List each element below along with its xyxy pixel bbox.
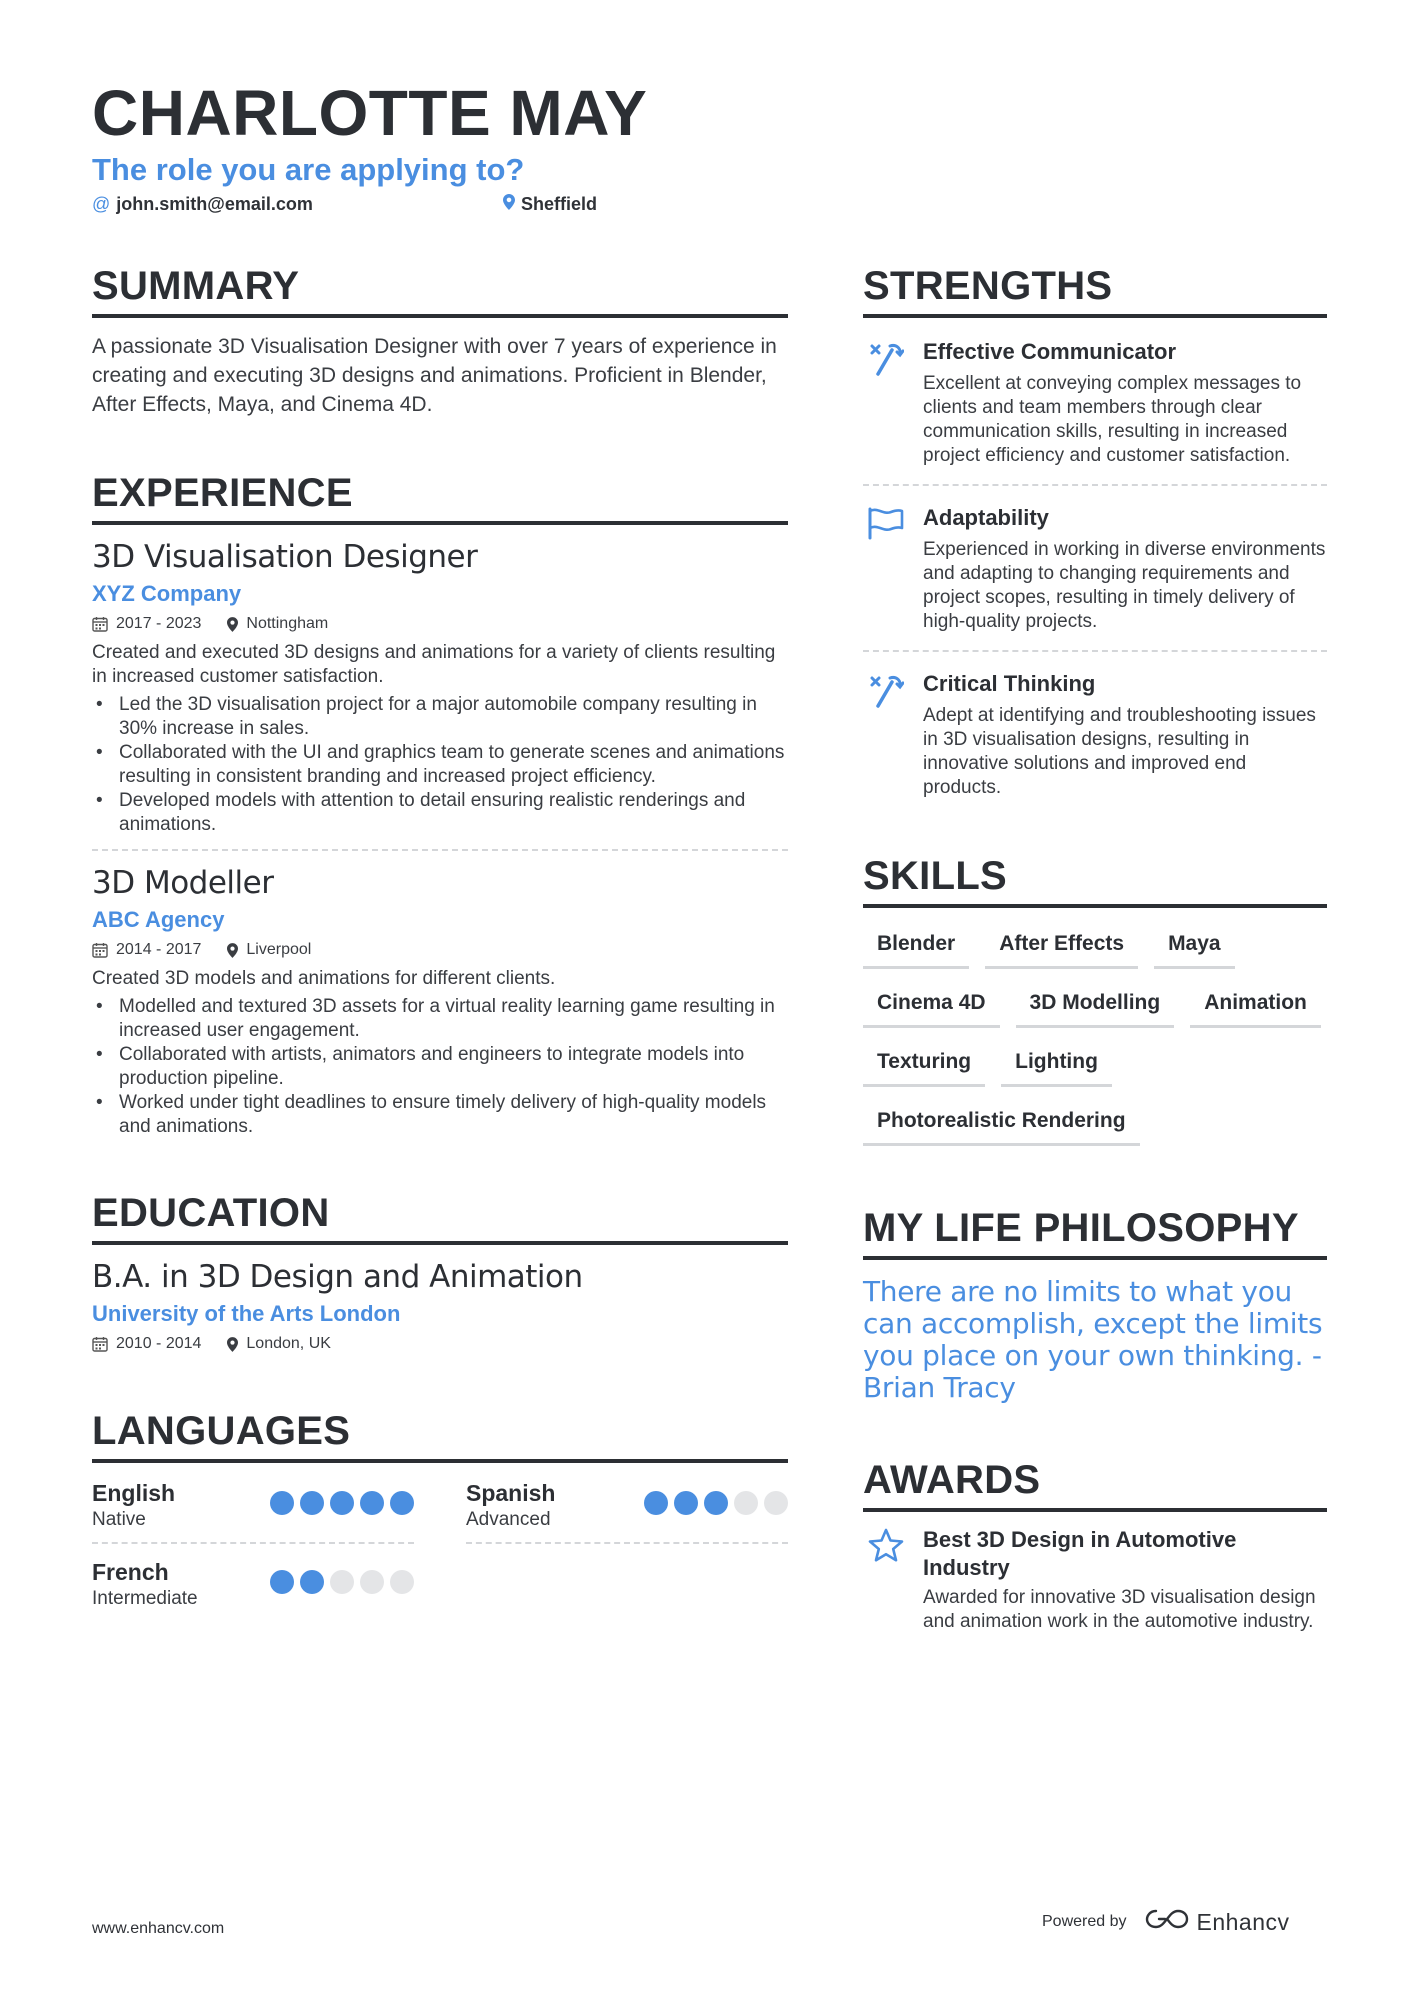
powered-by-label: Powered by bbox=[1042, 1913, 1127, 1930]
job-bullet: • Collaborated with artists, animators and engineers to integrate models into production pipeline. bbox=[92, 1043, 788, 1091]
philosophy-quote: There are no limits to what you can accomplish, except the limits you place on your own thinking. - Brian Tracy bbox=[863, 1275, 1323, 1404]
job-bullet: • Collaborated with the UI and graphics team to generate scenes and animations resulting in consistent branding and increased project efficiency. bbox=[92, 741, 788, 789]
experience-section bbox=[92, 469, 788, 1139]
job-description: Created and executed 3D designs and animations for a variety of clients resulting in increased customer satisfaction. bbox=[92, 642, 776, 687]
strength-description: Adept at identifying and troubleshooting issues in 3D visualisation designs, resulting in innovative solutions and improved end products. bbox=[923, 705, 1316, 798]
skill-tag: Lighting bbox=[1001, 1048, 1112, 1087]
job-bullets bbox=[92, 693, 788, 837]
strengths-section bbox=[863, 262, 1327, 816]
awards-section bbox=[863, 1456, 1327, 1650]
language-rating bbox=[270, 1491, 414, 1515]
target-role: The role you are applying to? bbox=[92, 152, 525, 187]
rating-dot-filled bbox=[360, 1491, 384, 1515]
rating-dot-empty bbox=[360, 1570, 384, 1594]
calendar-icon bbox=[92, 942, 108, 958]
education-dates: 2010 - 2014 bbox=[92, 1333, 201, 1355]
job-title: 3D Modeller bbox=[92, 865, 274, 901]
awards-title: AWARDS bbox=[863, 1456, 1327, 1512]
rating-dot-filled bbox=[330, 1491, 354, 1515]
rating-dot-filled bbox=[674, 1491, 698, 1515]
job-bullet: • Modelled and textured 3D assets for a virtual reality learning game resulting in increased user engagement. bbox=[92, 995, 788, 1043]
job-location: Nottingham bbox=[227, 613, 328, 635]
flag-icon bbox=[863, 504, 909, 550]
rating-dot-filled bbox=[644, 1491, 668, 1515]
entry-divider bbox=[92, 849, 788, 851]
summary-text: A passionate 3D Visualisation Designer with over 7 years of experience in creating and executing 3D designs and animations. Proficient in Blender, After Effects, Maya, and Cinema 4D. bbox=[92, 335, 777, 416]
skills-section bbox=[863, 852, 1327, 1146]
philosophy-title: MY LIFE PHILOSOPHY bbox=[863, 1204, 1327, 1260]
email-contact[interactable] bbox=[92, 194, 313, 215]
rating-dot-empty bbox=[734, 1491, 758, 1515]
strength-title: Adaptability bbox=[923, 505, 1049, 530]
language-level: Native bbox=[92, 1509, 146, 1530]
skill-tag: Animation bbox=[1190, 989, 1321, 1028]
at-icon: @ bbox=[92, 194, 111, 214]
language-rating bbox=[270, 1570, 414, 1594]
magic-wand-icon bbox=[863, 338, 909, 384]
skill-tag: 3D Modelling bbox=[1016, 989, 1175, 1028]
footer-branding bbox=[1042, 1908, 1290, 1936]
strength-item bbox=[863, 318, 1327, 484]
skill-tag: Photorealistic Rendering bbox=[863, 1107, 1140, 1146]
skills-list bbox=[863, 930, 1327, 1146]
rating-dot-empty bbox=[764, 1491, 788, 1515]
location-pin-icon bbox=[503, 194, 515, 215]
location-pin-icon bbox=[227, 1337, 238, 1352]
language-name: Spanish bbox=[466, 1480, 556, 1506]
rating-dot-empty bbox=[330, 1570, 354, 1594]
rating-dot-filled bbox=[270, 1491, 294, 1515]
right-column bbox=[863, 262, 1327, 1650]
language-item bbox=[92, 1479, 414, 1544]
skill-tag: Blender bbox=[863, 930, 969, 969]
location-text: Sheffield bbox=[521, 194, 598, 214]
job-bullets bbox=[92, 995, 788, 1139]
skills-title: SKILLS bbox=[863, 852, 1327, 908]
email-text: john.smith@email.com bbox=[116, 194, 313, 214]
language-rating bbox=[644, 1491, 788, 1515]
education-meta bbox=[92, 1333, 788, 1355]
rating-dot-filled bbox=[704, 1491, 728, 1515]
education-section bbox=[92, 1189, 788, 1355]
job-entry bbox=[92, 863, 788, 1139]
strength-title: Effective Communicator bbox=[923, 339, 1177, 364]
enhancv-logo-text: Enhancv bbox=[1196, 1908, 1290, 1935]
language-level: Intermediate bbox=[92, 1588, 198, 1609]
job-bullet: • Worked under tight deadlines to ensure timely delivery of high-quality models and animations. bbox=[92, 1091, 788, 1139]
education-location: London, UK bbox=[227, 1333, 331, 1355]
skill-tag: Texturing bbox=[863, 1048, 985, 1087]
skill-tag: Cinema 4D bbox=[863, 989, 1000, 1028]
job-company: XYZ Company bbox=[92, 581, 242, 606]
location-pin-icon bbox=[227, 943, 238, 958]
language-level: Advanced bbox=[466, 1509, 551, 1530]
languages-section bbox=[92, 1407, 788, 1635]
skill-tag: Maya bbox=[1154, 930, 1235, 969]
language-item bbox=[466, 1479, 788, 1544]
job-dates: 2014 - 2017 bbox=[92, 939, 201, 961]
job-meta bbox=[92, 939, 788, 961]
job-bullet: • Developed models with attention to detail ensuring realistic renderings and animations. bbox=[92, 789, 788, 837]
strength-title: Critical Thinking bbox=[923, 671, 1096, 696]
strength-item bbox=[863, 652, 1327, 816]
award-item bbox=[863, 1512, 1327, 1650]
summary-section bbox=[92, 262, 788, 419]
job-company: ABC Agency bbox=[92, 907, 225, 932]
enhancv-logo[interactable] bbox=[1145, 1908, 1290, 1936]
rating-dot-filled bbox=[300, 1491, 324, 1515]
magic-wand-icon bbox=[863, 670, 909, 716]
language-name: French bbox=[92, 1559, 169, 1585]
rating-dot-filled bbox=[270, 1570, 294, 1594]
calendar-icon bbox=[92, 1336, 108, 1352]
rating-dot-empty bbox=[390, 1570, 414, 1594]
footer-website[interactable]: www.enhancv.com bbox=[92, 1920, 225, 1937]
language-name: English bbox=[92, 1480, 176, 1506]
star-icon bbox=[863, 1526, 909, 1572]
award-title: Best 3D Design in Automotive Industry bbox=[923, 1527, 1237, 1580]
languages-title: LANGUAGES bbox=[92, 1407, 788, 1463]
job-meta bbox=[92, 613, 788, 635]
job-dates: 2017 - 2023 bbox=[92, 613, 201, 635]
job-bullet: • Led the 3D visualisation project for a major automobile company resulting in 30% increase in sales. bbox=[92, 693, 788, 741]
school-name: University of the Arts London bbox=[92, 1301, 401, 1326]
job-entry bbox=[92, 537, 788, 837]
strength-description: Experienced in working in diverse environments and adapting to changing requirements and project scopes, resulting in timely delivery of high-quality projects. bbox=[923, 539, 1326, 632]
award-description: Awarded for innovative 3D visualisation design and animation work in the automotive industry. bbox=[923, 1587, 1316, 1632]
location-contact bbox=[503, 194, 597, 215]
candidate-name: CHARLOTTE MAY bbox=[92, 77, 648, 149]
rating-dot-filled bbox=[390, 1491, 414, 1515]
location-pin-icon bbox=[227, 617, 238, 632]
left-column bbox=[92, 262, 788, 1635]
degree-title: B.A. in 3D Design and Animation bbox=[92, 1259, 583, 1295]
philosophy-section bbox=[863, 1204, 1327, 1404]
rating-dot-filled bbox=[300, 1570, 324, 1594]
strength-description: Excellent at conveying complex messages to clients and team members through clear communication skills, resulting in increased project efficiency and customer satisfaction. bbox=[923, 373, 1302, 466]
strength-item bbox=[863, 486, 1327, 650]
calendar-icon bbox=[92, 616, 108, 632]
languages-grid bbox=[92, 1479, 788, 1635]
skill-tag: After Effects bbox=[985, 930, 1138, 969]
job-title: 3D Visualisation Designer bbox=[92, 539, 478, 575]
experience-title: EXPERIENCE bbox=[92, 469, 788, 525]
language-item bbox=[92, 1558, 414, 1621]
enhancv-logo-icon bbox=[1145, 1908, 1189, 1936]
job-location: Liverpool bbox=[227, 939, 311, 961]
education-title: EDUCATION bbox=[92, 1189, 788, 1245]
summary-title: SUMMARY bbox=[92, 262, 788, 318]
job-description: Created 3D models and animations for different clients. bbox=[92, 968, 556, 989]
strengths-title: STRENGTHS bbox=[863, 262, 1327, 318]
